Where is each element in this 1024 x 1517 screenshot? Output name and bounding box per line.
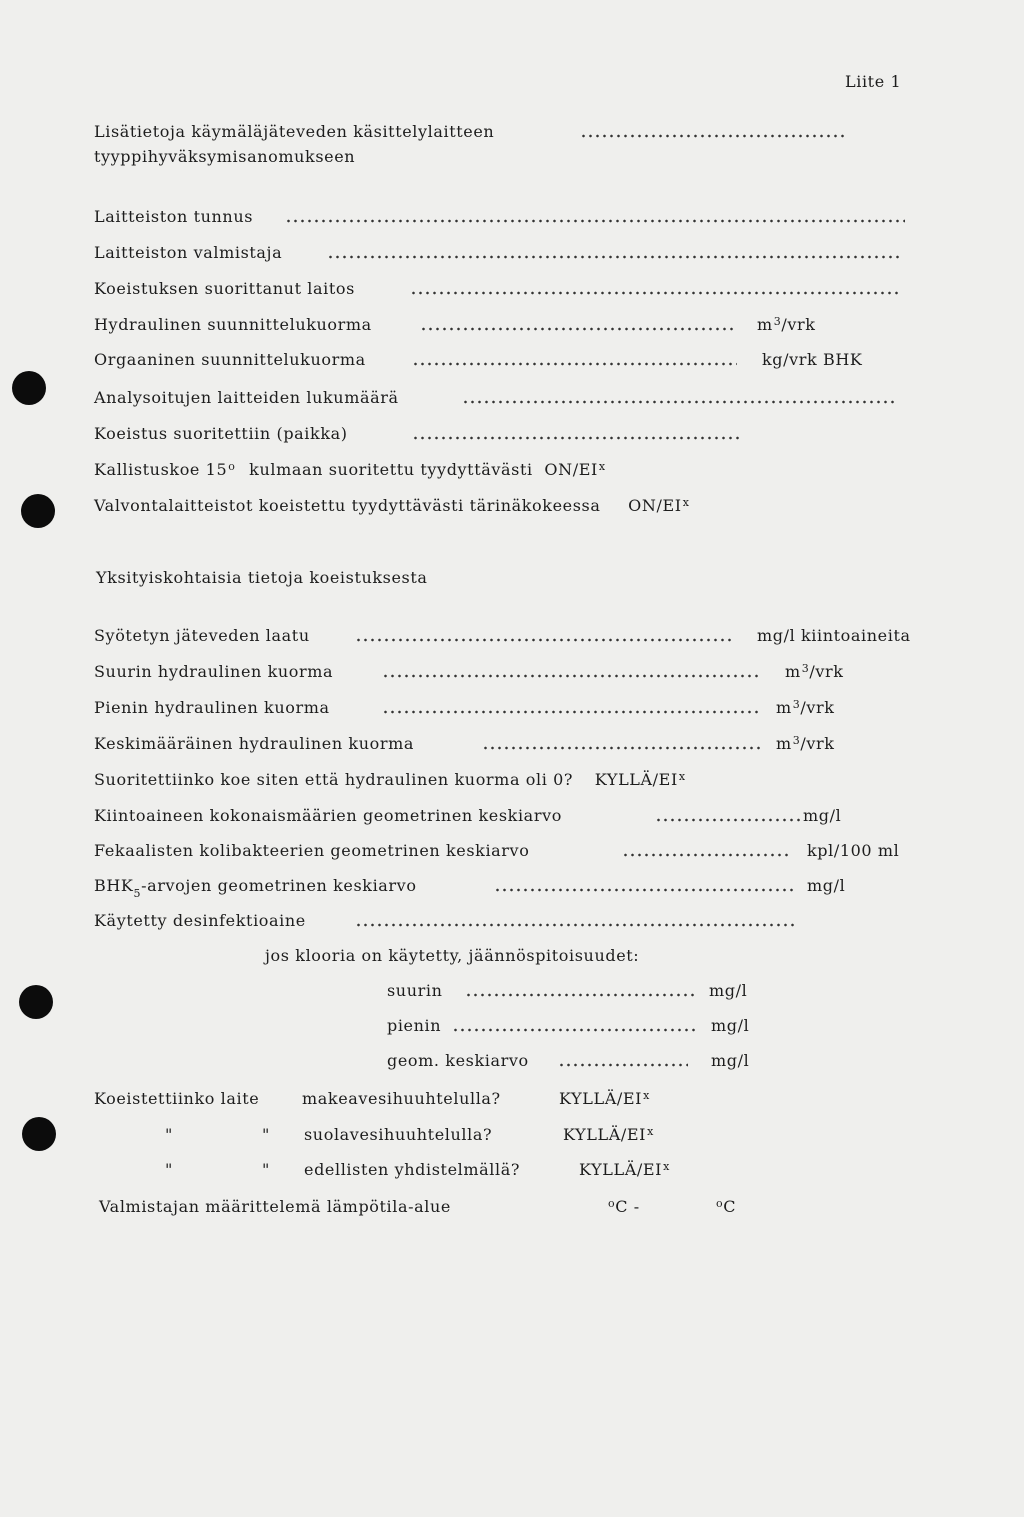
rinse-salt-answer[interactable]: KYLLÄ/$EI^x$ [563,1125,654,1144]
unit-m3-vrk: $m^3$/vrk [757,315,816,334]
punch-hole [19,985,53,1019]
rinse-fresh-answer[interactable]: KYLLÄ/$EI^x$ [559,1089,650,1108]
intro-line-2: tyyppihyväksymisanomukseen [94,147,356,166]
field-input-feed-quality[interactable] [355,628,735,642]
field-input-manufacturer[interactable] [327,245,902,259]
punch-hole [21,494,55,528]
rinse-fresh-question-b: makeavesihuuhtelulla? [302,1089,501,1108]
field-label-device-id: Laitteiston tunnus [94,207,254,226]
field-label-analysed-count: Analysoitujen laitteiden lukumäärä [94,388,399,407]
unit-m3-vrk: $m^3$/vrk [776,734,835,753]
intro-line-1: Lisätietoja käymäläjäteveden käsittelylaitteen [94,122,495,141]
chlorine-min-input[interactable] [452,1018,695,1032]
field-input-disinfectant[interactable] [355,913,795,927]
rinse-fresh-question: Koeistettiinko laite [94,1089,260,1108]
field-label-min-hydraulic-load: Pienin hydraulinen kuorma [94,698,330,717]
field-input-test-location[interactable] [412,426,742,440]
punch-hole [22,1117,56,1151]
tilt-test-line: Kallistuskoe 15$^o$ kulmaan suoritettu tyydyttävästi $ON/EI^x$ [94,460,606,479]
appendix-label: Liite 1 [845,72,902,91]
temperature-min-unit[interactable]: $^o$C - [608,1197,640,1216]
field-input-min-hydraulic-load[interactable] [382,700,760,714]
dot-leader [580,124,845,138]
ditto-mark: " [262,1160,270,1179]
chlorine-max-label: suurin [387,981,443,1000]
chlorine-geomean-input[interactable] [558,1053,688,1067]
field-input-device-id[interactable] [285,209,905,223]
tilt-answer[interactable]: $ON/EI^x$ [544,460,606,479]
field-label-test-location: Koeistus suoritettiin (paikka) [94,424,348,443]
field-label-max-hydraulic-load: Suurin hydraulinen kuorma [94,662,334,681]
field-label-bod5-geomean: $BHK_5$-arvojen geometrinen keskiarvo [94,876,417,900]
unit-mg-l: mg/l [803,806,842,825]
field-label-disinfectant: Käytetty desinfektioaine [94,911,306,930]
field-input-coliform-geomean[interactable] [622,843,792,857]
field-label-testing-institute: Koeistuksen suorittanut laitos [94,279,355,298]
rinse-combined-answer[interactable]: KYLLÄ/$EI^x$ [579,1160,670,1179]
field-input-organic-design-load[interactable] [412,352,737,366]
field-label-solids-geomean: Kiintoaineen kokonaismäärien geometrinen keskiarvo [94,806,562,825]
field-label-hydraulic-design-load: Hydraulinen suunnittelukuorma [94,315,372,334]
field-input-hydraulic-design-load[interactable] [420,317,735,331]
field-input-testing-institute[interactable] [410,281,900,295]
field-input-avg-hydraulic-load[interactable] [482,736,760,750]
temperature-max-unit[interactable]: $^o$C [716,1197,737,1216]
unit-m3-vrk: $m^3$/vrk [785,662,844,681]
unit-mg-l: mg/l [807,876,846,895]
section-title: Yksityiskohtaisia tietoja koeistuksesta [96,568,428,587]
field-input-max-hydraulic-load[interactable] [382,664,762,678]
vibration-answer[interactable]: $ON/EI^x$ [628,496,690,515]
rinse-salt-question: suolavesihuuhtelulla? [304,1125,493,1144]
field-label-manufacturer: Laitteiston valmistaja [94,243,283,262]
unit-mg-l-solids: mg/l kiintoaineita [757,626,911,645]
temperature-label: Valmistajan määrittelemä lämpötila-alue [99,1197,451,1216]
field-label-coliform-geomean: Fekaalisten kolibakteerien geometrinen keskiarvo [94,841,530,860]
chlorine-intro: jos klooria on käytetty, jäännöspitoisuudet: [265,946,640,965]
field-input-analysed-count[interactable] [462,390,897,404]
ditto-mark: " [165,1125,173,1144]
punch-hole [12,371,46,405]
unit-mg-l: mg/l [711,1016,750,1035]
field-label-organic-design-load: Orgaaninen suunnittelukuorma [94,350,366,369]
chlorine-max-input[interactable] [465,983,695,997]
zero-load-answer[interactable]: KYLLÄ/$EI^x$ [594,770,686,789]
rinse-combined-question: edellisten yhdistelmällä? [304,1160,521,1179]
unit-mg-l: mg/l [709,981,748,1000]
field-label-feed-quality: Syötetyn jäteveden laatu [94,626,310,645]
field-input-solids-geomean[interactable] [655,808,800,822]
chlorine-geomean-label: geom. keskiarvo [387,1051,529,1070]
ditto-mark: " [165,1160,173,1179]
chlorine-min-label: pienin [387,1016,442,1035]
zero-load-question: Suoritettiinko koe siten että hydraulinen kuorma oli 0? KYLLÄ/$EI^x$ [94,770,686,789]
ditto-mark: " [262,1125,270,1144]
unit-m3-vrk: $m^3$/vrk [776,698,835,717]
unit-mg-l: mg/l [711,1051,750,1070]
field-input-bod5-geomean[interactable] [494,878,794,892]
unit-kpl-100ml: kpl/100 ml [807,841,900,860]
field-label-avg-hydraulic-load: Keskimääräinen hydraulinen kuorma [94,734,415,753]
unit-kg-vrk-bhk: kg/vrk BHK [762,350,863,369]
vibration-test-line: Valvontalaitteistot koeistettu tyydyttävästi tärinäkokeessa $ON/EI^x$ [94,496,690,515]
